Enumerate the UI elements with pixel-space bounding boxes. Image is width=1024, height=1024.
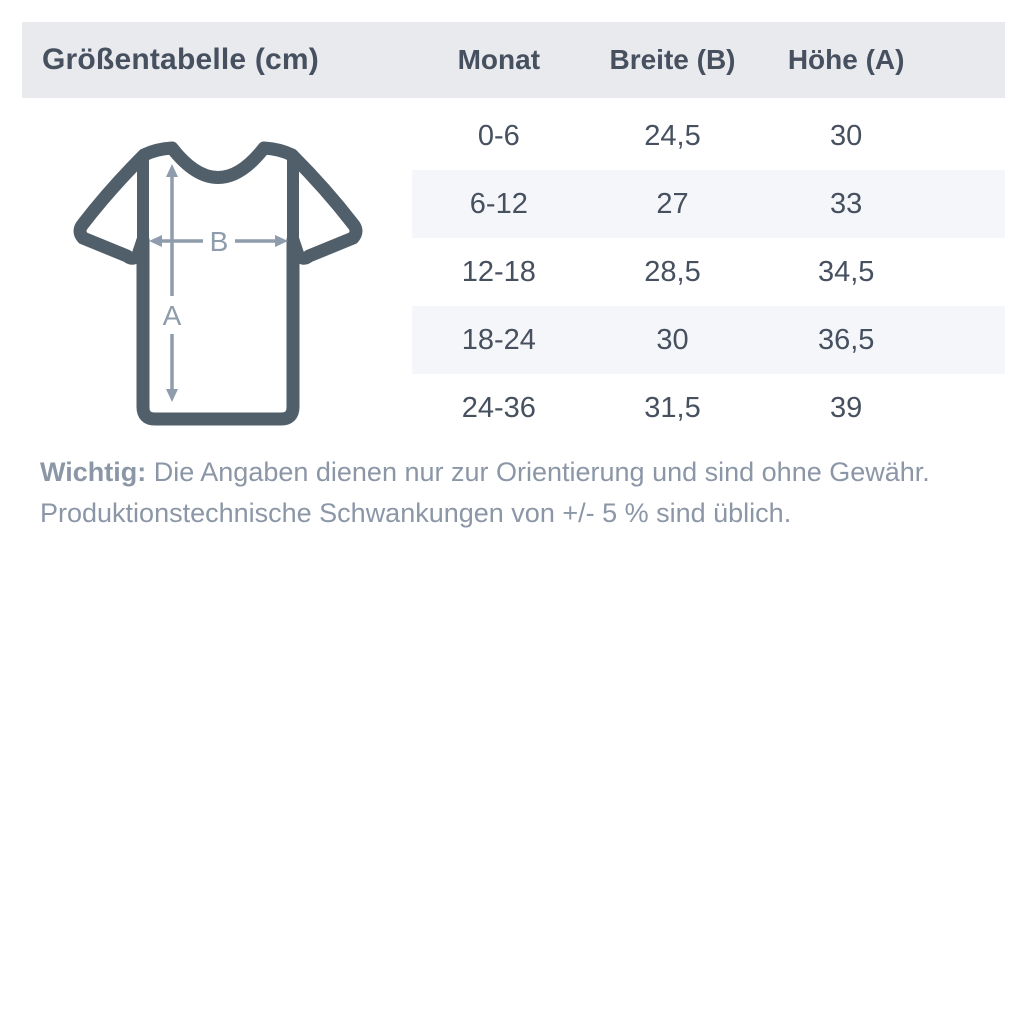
cell-height: 33 <box>830 187 863 220</box>
height-label: A <box>162 300 182 331</box>
cell-month: 0-6 <box>477 119 520 152</box>
column-header-monat: Monat <box>457 44 541 75</box>
tshirt-outline-path <box>80 148 356 419</box>
cell-width: 24,5 <box>644 119 701 152</box>
cell-height: 30 <box>830 119 863 152</box>
note-label: Wichtig: <box>40 457 147 487</box>
column-headers <box>412 22 1005 98</box>
cell-width: 30 <box>656 323 689 356</box>
cell-month: 6-12 <box>469 187 528 220</box>
table-header <box>22 22 1005 98</box>
arrow-right-icon <box>275 235 288 247</box>
cell-month: 12-18 <box>461 255 536 288</box>
width-arrow <box>149 226 288 257</box>
cell-height: 36,5 <box>817 323 875 356</box>
note-line1: Die Angaben dienen nur zur Orientierung und sind ohne Gewähr. <box>153 457 930 487</box>
cell-width: 31,5 <box>644 391 701 424</box>
page-title: Größentabelle (cm) <box>42 43 319 76</box>
disclaimer-note <box>40 452 1000 534</box>
table-row <box>412 306 1005 374</box>
size-table-rows <box>412 102 1005 442</box>
arrow-down-icon <box>166 389 178 402</box>
column-header-hoehe: Höhe (A) <box>787 44 905 75</box>
cell-width: 27 <box>656 187 689 220</box>
cell-width: 28,5 <box>644 255 701 288</box>
table-row <box>412 374 1005 442</box>
tshirt-measurement-diagram <box>65 130 375 430</box>
table-row <box>412 238 1005 306</box>
note-line2: Produktionstechnische Schwankungen von +/- 5 % sind üblich. <box>40 498 792 528</box>
width-label: B <box>209 226 229 257</box>
cell-month: 18-24 <box>461 323 536 356</box>
table-row <box>412 102 1005 170</box>
tshirt-icon <box>65 130 375 430</box>
cell-height: 39 <box>830 391 863 424</box>
column-header-breite: Breite (B) <box>609 44 736 75</box>
height-arrow <box>163 164 182 402</box>
cell-height: 34,5 <box>817 255 875 288</box>
table-row <box>412 170 1005 238</box>
cell-month: 24-36 <box>461 391 536 424</box>
